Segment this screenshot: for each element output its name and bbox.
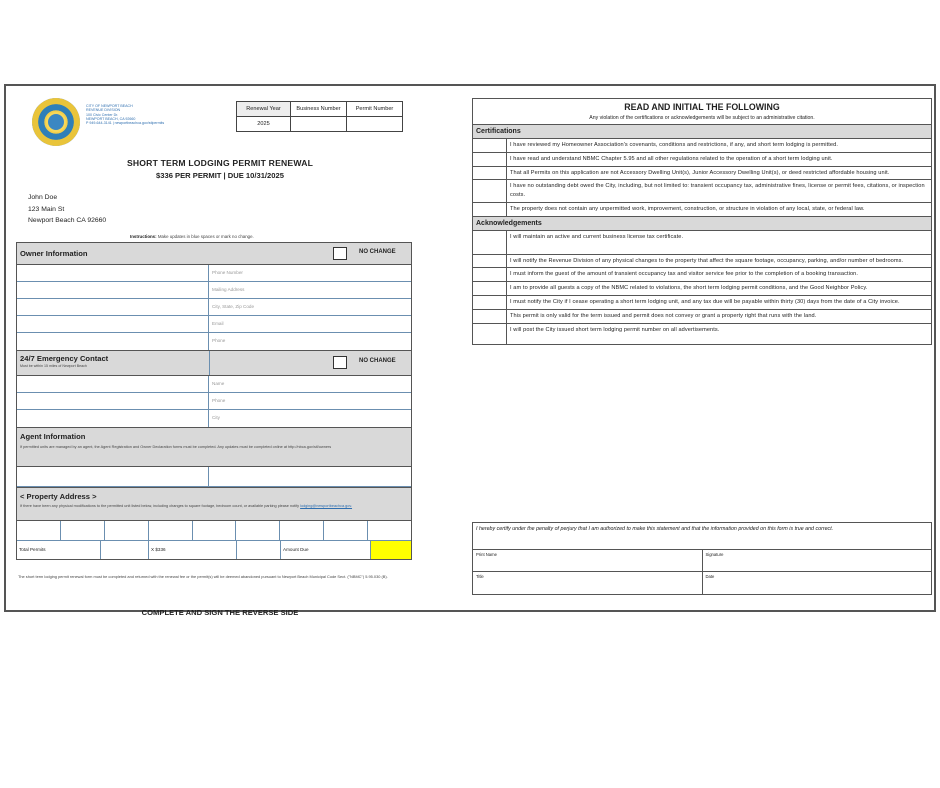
city-line: P 949-644-3141 | newportbeachca.gov/stlpermits [86, 121, 165, 126]
owner-mailing-address-field[interactable]: Mailing Address [212, 287, 245, 292]
address-street: 123 Main St [28, 205, 65, 213]
initial-box[interactable] [473, 231, 507, 254]
certification-item [473, 180, 931, 203]
property-cell[interactable] [324, 521, 368, 540]
form-title: SHORT TERM LODGING PERMIT RENEWAL [126, 158, 314, 168]
emergency-no-change-label: NO CHANGE [359, 358, 396, 364]
city-line: NEWPORT BEACH, CA 92660 [86, 116, 136, 121]
acknowledgement-text: I will notify the Revenue Division of any physical changes to the property that affect the square footage, occupancy, parking, and/or number of bedrooms. [510, 257, 904, 264]
owner-information-header [17, 243, 411, 265]
acknowledgement-item [473, 282, 931, 296]
initial-box[interactable] [473, 153, 507, 166]
acknowledgement-page [472, 98, 932, 345]
read-and-initial-title: READ AND INITIAL THE FOLLOWING [472, 98, 932, 112]
emergency-contact-header [17, 350, 411, 376]
initial-box[interactable] [473, 180, 507, 202]
abandonment-note: The short term lodging permit renewal form must be completed and returned with the renewal fee or the permit(s) will be deemed abandoned pursuant to Newport Beach Municipal Code Sect. ("NBMC") 5.95.030 (B). [18, 574, 388, 579]
initial-box[interactable] [473, 167, 507, 180]
business-number-value[interactable] [291, 117, 347, 132]
certification-item [473, 203, 931, 216]
city-contact-block [86, 104, 206, 125]
owner-city-state-zip-field[interactable]: City, State, Zip Code [212, 304, 255, 309]
certification-text: I have reviewed my Homeowner Association's covenants, conditions and restrictions, if any, and short term lodging is permitted. [510, 142, 838, 148]
permit-number-value[interactable] [347, 117, 403, 132]
agent-row [17, 467, 411, 487]
owner-row [17, 333, 411, 350]
emergency-city-field[interactable]: City [212, 415, 220, 420]
fee-label: X $336 [149, 541, 237, 559]
acknowledgement-text: I am to provide all guests a copy of the NBMC related to violations, the short term lodging permit conditions, and the Good Neighbor Policy. [510, 285, 868, 292]
owner-information-title: Owner Information [20, 249, 88, 258]
property-note-text: If there have been any physical modifications to the permitted unit listed below, including changes to square footage, bedroom count, or available parking please notify [20, 504, 300, 508]
owner-row [17, 265, 411, 282]
initial-box[interactable] [473, 255, 507, 268]
renewal-form-table [16, 242, 412, 560]
address-city: Newport Beach CA 92660 [28, 217, 107, 224]
property-address-header [17, 487, 411, 521]
acknowledgement-text: I will maintain an active and current business license tax certificate. [510, 233, 684, 240]
business-number-header: Business Number [291, 102, 347, 117]
owner-email-field[interactable]: Email [212, 321, 224, 326]
certification-signature-block [472, 522, 932, 595]
renewal-year-header: Renewal Year [237, 102, 291, 117]
totals-row [17, 541, 411, 559]
initial-box[interactable] [473, 203, 507, 216]
initial-box[interactable] [473, 310, 507, 323]
emergency-row [17, 376, 411, 393]
emergency-contact-title: 24/7 Emergency Contact [20, 354, 109, 363]
acknowledgement-item [473, 255, 931, 269]
permit-number-header: Permit Number [347, 102, 403, 117]
instructions-label: Instructions: [130, 234, 157, 239]
acknowledgement-text: I must inform the guest of the amount of transient occupancy tax and visitor service fee prior to the completion of a booking transaction. [510, 271, 859, 278]
property-detail-row [17, 521, 411, 541]
acknowledgement-item [473, 231, 931, 255]
agent-information-title: Agent Information [20, 432, 86, 441]
emergency-row [17, 410, 411, 427]
acknowledgements-heading: Acknowledgements [473, 216, 931, 231]
property-cell[interactable] [368, 521, 411, 540]
initial-box[interactable] [473, 268, 507, 281]
signature-field[interactable]: Signature [705, 552, 724, 557]
certification-item [473, 153, 931, 167]
instructions-text: Make updates in blue spaces or mark no change. [157, 234, 254, 239]
signature-row [473, 550, 931, 572]
owner-no-change-checkbox[interactable] [333, 247, 347, 260]
city-line: REVENUE DIVISION [86, 108, 121, 113]
total-permits-value[interactable] [101, 541, 149, 559]
initial-box[interactable] [473, 139, 507, 152]
amount-due-value[interactable] [371, 541, 411, 559]
acknowledgement-item [473, 310, 931, 324]
property-cell[interactable] [280, 521, 324, 540]
agent-information-header [17, 427, 411, 467]
certification-text: That all Permits on this application are not Accessory Dwelling Unit(s), Junior Accessory Dwelling Unit(s), or deed restricted affordable housing unit. [510, 169, 890, 176]
total-permits-label: Total Permits [17, 541, 101, 559]
initial-box[interactable] [473, 296, 507, 309]
acknowledgement-text: I will post the City issued short term lodging permit number on all advertisements. [510, 326, 720, 333]
agent-contact-field[interactable] [209, 467, 411, 486]
certification-item [473, 139, 931, 153]
certifications-heading: Certifications [473, 124, 931, 139]
read-and-initial-subtitle: Any violation of the certifications or acknowledgements will be subject to an administrative citation. [472, 112, 932, 124]
emergency-contact-note: Must be within 15 miles of Newport Beach [20, 364, 87, 368]
owner-row [17, 316, 411, 333]
city-line: 100 Civic Center Dr. [86, 112, 119, 117]
emergency-no-change-checkbox[interactable] [333, 356, 347, 369]
renewal-year-value: 2025 [237, 117, 291, 132]
permit-sheet [4, 84, 936, 617]
emergency-name-field[interactable]: Name [212, 381, 225, 386]
amount-due-label: Amount Due [281, 541, 371, 559]
certification-text: I have no outstanding debt owed the City, including, but not limited to: transient occupancy tax, administrative fines, license or permit fees, citations, or inspection costs. [510, 183, 925, 199]
acknowledgement-text: This permit is only valid for the term issued and permit does not convey or grant a property right that runs with the land. [510, 312, 817, 319]
initials-table [472, 124, 932, 345]
owner-phone-number-field[interactable]: Phone Number [212, 270, 243, 275]
certification-item [473, 167, 931, 181]
agent-name-field[interactable] [17, 467, 209, 486]
emergency-row [17, 393, 411, 410]
perjury-statement: I hereby certify under the penalty of perjury that I am authorized to make this statement and that the information provided on this form is true and correct. [473, 523, 931, 550]
form-subtitle: $336 PER PERMIT | DUE 10/31/2025 [156, 171, 284, 180]
owner-phone-field[interactable]: Phone [212, 338, 226, 343]
acknowledgement-item [473, 296, 931, 310]
emergency-phone-field[interactable]: Phone [212, 398, 226, 403]
owner-row [17, 299, 411, 316]
mailing-address [28, 192, 106, 227]
initial-box[interactable] [473, 324, 507, 345]
city-seal-logo [32, 98, 80, 146]
initial-box[interactable] [473, 282, 507, 295]
acknowledgement-text: I must notify the City if I cease operating a short term lodging unit, and any tax due will be payable within thirty (30) days from the date of a City invoice. [510, 298, 900, 305]
owner-row [17, 282, 411, 299]
city-line: CITY OF NEWPORT BEACH [86, 104, 133, 108]
title-field[interactable]: Title [473, 572, 703, 594]
owner-no-change-label: NO CHANGE [359, 249, 396, 255]
property-cell[interactable] [193, 521, 237, 540]
complete-and-sign-notice: COMPLETE AND SIGN THE REVERSE SIDE [141, 608, 299, 617]
lodging-email-link[interactable]: lodging@newportbeachca.gov. [300, 504, 353, 508]
instructions [130, 234, 254, 239]
print-name-field[interactable]: Print Name [473, 550, 703, 571]
property-cell[interactable] [149, 521, 193, 540]
certification-text: I have read and understand NBMC Chapter 5.95 and all other regulations related to the operation of a short term lodging unit. [510, 155, 833, 162]
certification-text: The property does not contain any unpermitted work, improvement, construction, or structure in violation of any local, state, or federal law. [510, 205, 865, 212]
acknowledgement-item [473, 324, 931, 345]
acknowledgement-item [473, 268, 931, 282]
agent-information-note: If permitted units are managed by an agent, the Agent Registration and Owner Declaration forms must be completed. Any updates must be completed online at http://nbca.gov/stl/owners [20, 445, 332, 449]
address-name: John Doe [28, 194, 58, 201]
signature-row [473, 572, 931, 594]
property-cell[interactable] [236, 521, 280, 540]
date-field[interactable]: Date [705, 574, 715, 579]
property-address-note [20, 502, 410, 510]
fee-spacer [237, 541, 281, 559]
renewal-form-page [10, 94, 410, 617]
property-cell[interactable] [105, 521, 149, 540]
property-cell[interactable] [61, 521, 105, 540]
permit-header-table [236, 101, 403, 132]
property-cell[interactable] [17, 521, 61, 540]
property-address-title: < Property Address > [20, 492, 97, 501]
